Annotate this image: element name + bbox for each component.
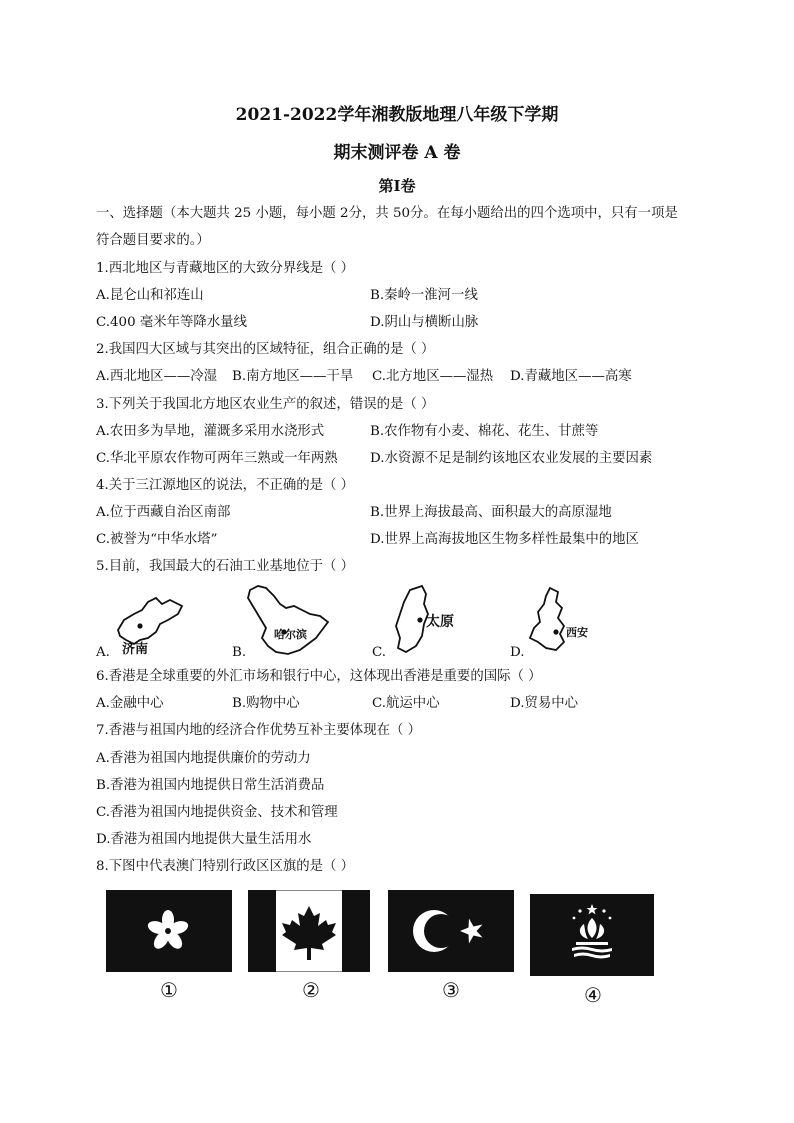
question-2-stem: 2.我国四大区域与其突出的区域特征，组合正确的是（ ） [96, 342, 435, 357]
shanxi-map-icon [380, 582, 470, 662]
q1-option-d[interactable]: D.阴山与横断山脉 [370, 315, 479, 330]
question-5-stem: 5.目前，我国最大的石油工业基地位于（ ） [96, 559, 355, 574]
instructions-line-2: 符合题目要求的。） [96, 233, 210, 248]
q5-option-a[interactable]: A. [96, 645, 110, 660]
section-title: 第I卷 [378, 177, 416, 195]
question-7-stem: 7.香港与祖国内地的经济合作优势互补主要体现在（ ） [96, 723, 422, 738]
q1-option-a[interactable]: A.昆仑山和祁连山 [96, 288, 204, 303]
map-label-jinan: 济南 [122, 642, 149, 657]
q2-option-b[interactable]: B.南方地区——干旱 [232, 369, 354, 384]
q2-option-c[interactable]: C.北方地区——湿热 [372, 369, 494, 384]
question-3-stem: 3.下列关于我国北方地区农业生产的叙述，错误的是（ ） [96, 397, 435, 412]
q7-option-a[interactable]: A.香港为祖国内地提供廉价的劳动力 [96, 751, 311, 766]
q2-option-d[interactable]: D.青藏地区——高寒 [510, 369, 632, 384]
q6-option-c[interactable]: C.航运中心 [372, 696, 440, 711]
macau-flag-icon[interactable] [530, 894, 654, 976]
q4-option-a[interactable]: A.位于西藏自治区南部 [96, 505, 231, 520]
q4-option-b[interactable]: B.世界上海拔最高、面积最大的高原湿地 [370, 505, 612, 520]
flag-label-2: ② [302, 978, 320, 1002]
exam-title: 2021-2022学年湘教版地理八年级下学期 [235, 105, 559, 125]
q6-option-d[interactable]: D.贸易中心 [510, 696, 579, 711]
flag-label-1: ① [160, 978, 178, 1002]
flag-label-4: ④ [584, 983, 602, 1007]
map-label-taiyuan: 太原 [426, 614, 454, 630]
shandong-map-icon [104, 590, 194, 660]
heilongjiang-map-icon [240, 582, 340, 662]
turkey-flag-icon[interactable] [388, 890, 514, 972]
q3-option-c[interactable]: C.华北平原农作物可两年三熟或一年两熟 [96, 451, 338, 466]
q7-option-b[interactable]: B.香港为祖国内地提供日常生活消费品 [96, 778, 325, 793]
q3-option-a[interactable]: A.农田多为旱地，灌溉多采用水浇形式 [96, 424, 325, 439]
q1-option-c[interactable]: C.400 毫米年等降水量线 [96, 315, 247, 330]
map-label-harbin: 哈尔滨 [274, 628, 307, 641]
q5-option-d[interactable]: D. [510, 645, 525, 660]
q7-option-c[interactable]: C.香港为祖国内地提供资金、技术和管理 [96, 805, 338, 820]
q6-option-a[interactable]: A.金融中心 [96, 696, 164, 711]
question-4-stem: 4.关于三江源地区的说法，不正确的是（ ） [96, 478, 355, 493]
q1-option-b[interactable]: B.秦岭一淮河一线 [370, 288, 478, 303]
hong-kong-flag-icon[interactable] [106, 890, 232, 972]
q5-option-c[interactable]: C. [372, 645, 387, 660]
flag-label-3: ③ [442, 978, 460, 1002]
canada-flag-icon[interactable] [248, 890, 370, 972]
exam-subtitle: 期末测评卷 A 卷 [333, 143, 461, 163]
q2-option-a[interactable]: A.西北地区——冷湿 [96, 369, 218, 384]
q4-option-d[interactable]: D.世界上高海拔地区生物多样性最集中的地区 [370, 532, 639, 547]
q3-option-d[interactable]: D.水资源不足是制约该地区农业发展的主要因素 [370, 451, 653, 466]
map-label-xian: 西安 [566, 626, 588, 639]
q5-option-b[interactable]: B. [232, 645, 247, 660]
q6-option-b[interactable]: B.购物中心 [232, 696, 300, 711]
question-1-stem: 1.西北地区与青藏地区的大致分界线是（ ） [96, 261, 355, 276]
q3-option-b[interactable]: B.农作物有小麦、棉花、花生、甘蔗等 [370, 424, 599, 439]
question-6-stem: 6.香港是全球重要的外汇市场和银行中心，这体现出香港是重要的国际（ ） [96, 669, 542, 684]
shaanxi-map-icon [516, 584, 606, 662]
question-8-stem: 8.下图中代表澳门特别行政区区旗的是（ ） [96, 859, 355, 874]
q7-option-d[interactable]: D.香港为祖国内地提供大量生活用水 [96, 832, 312, 847]
q4-option-c[interactable]: C.被誉为“中华水塔” [96, 532, 218, 547]
instructions-line-1: 一、选择题（本大题共 25 小题，每小题 2分，共 50分。在每小题给出的四个选项中，只有一项是 [96, 206, 678, 221]
